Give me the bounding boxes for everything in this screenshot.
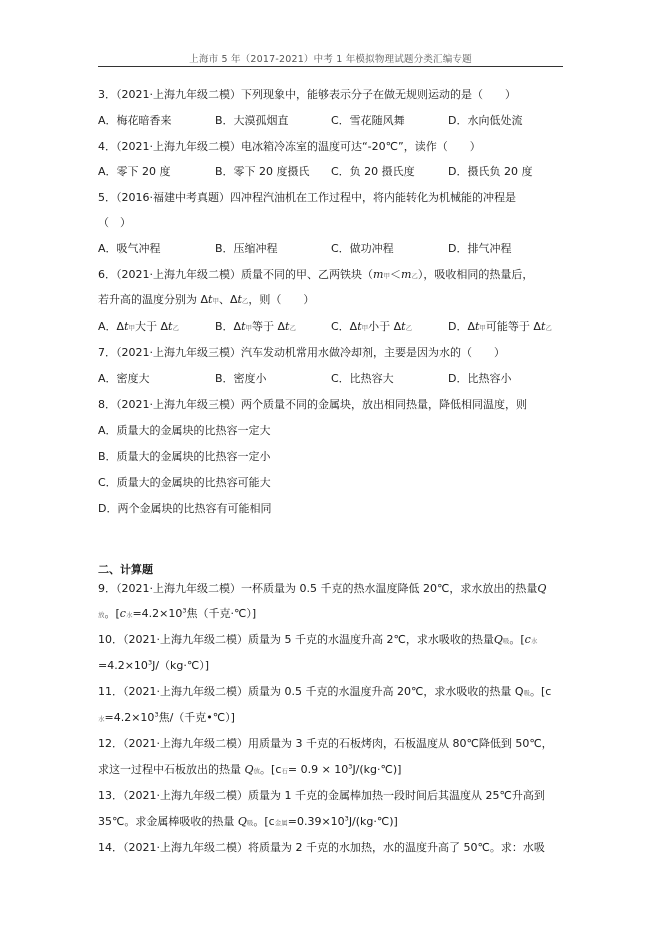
q6-a-sub-jia: 甲: [128, 324, 135, 332]
q5-stem: 5．（2016·福建中考真题）四冲程汽油机在工作过程中，将内能转化为机械能的冲程是: [98, 191, 516, 204]
q3-option-d: D．水向低处流: [448, 114, 523, 127]
q6-b-t2: t: [285, 320, 290, 333]
q7-stem: 7．（2021·上海九年级三模）汽车发动机常用水做冷却剂，主要是因为水的（ ）: [98, 346, 505, 359]
q6-b-sub-jia: 甲: [245, 324, 252, 332]
q14-line1: 14．（2021·上海九年级二模）将质量为 2 千克的水加热，水的温度升高了 50℃。求：水吸: [98, 841, 545, 854]
q13-unit: J/(kg·℃)]: [348, 815, 398, 828]
q6-line2-sub-yi: 乙: [241, 297, 249, 305]
q10-c-symbol: c: [524, 633, 531, 646]
q13-value: =0.39×10: [287, 815, 345, 828]
q6-line2-mid: 、Δ: [218, 293, 238, 306]
q6-c-mid: 小于 Δ: [368, 320, 402, 333]
q5-option-a: A．吸气冲程: [98, 242, 161, 255]
q8-option-d: D．两个金属块的比热容有可能相同: [98, 502, 272, 515]
q11-line2: [98, 711, 235, 726]
q11-sub-xi: 吸: [523, 689, 530, 697]
q9-sub-fang: 放: [98, 611, 105, 619]
q10-unit: J/（kg·℃）]: [152, 659, 210, 672]
q8-option-c: C．质量大的金属块的比热容可能大: [98, 476, 271, 489]
q8-option-b: B．质量大的金属块的比热容一定小: [98, 450, 271, 463]
q12-bracket: 。[c: [260, 763, 282, 776]
q11-value: =4.2×10: [104, 711, 155, 724]
q13-line1: 13．（2021·上海九年级二模）质量为 1 千克的金属棒加热一段时间后其温度从 25℃升高到: [98, 789, 545, 802]
q13-exponent: 3: [344, 814, 349, 823]
q5-option-d: D．排气冲程: [448, 242, 512, 255]
q6-stem-start: 6．（2021·上海九年级二模）质量不同的甲、乙两铁块（: [98, 268, 373, 281]
q4-option-b: B．零下 20 度摄氏: [215, 165, 310, 178]
q11-bracket: 。[c: [529, 685, 552, 698]
q10-Q-symbol: Q: [493, 633, 503, 646]
q12-sub-fang: 放: [253, 767, 261, 775]
q12-Q-symbol: Q: [244, 763, 254, 776]
q6-t-symbol: t: [208, 293, 213, 306]
q13-Q-symbol: Q: [237, 815, 247, 828]
q3-option-a: A．梅花暗香来: [98, 114, 172, 127]
q6-d-sub-yi: 乙: [545, 324, 552, 332]
q6-c-prefix: C．Δ: [331, 320, 358, 333]
q13-text: 35℃。求金属棒吸收的热量: [98, 815, 238, 828]
q6-m-symbol: m: [373, 268, 384, 281]
q6-d-prefix: D．Δ: [448, 320, 475, 333]
q6-c-sub-yi: 乙: [405, 324, 413, 332]
q10-line1: [98, 633, 537, 648]
q6-option-d: [448, 320, 552, 335]
q11-text: 11．（2021·上海九年级二模）质量为 0.5 千克的水温度升高 20℃，求水吸收的热量 Q: [98, 685, 524, 698]
q6-c-sub-jia: 甲: [361, 324, 369, 332]
q7-option-c: C．比热容大: [331, 372, 394, 385]
q9-bracket: 。[: [104, 607, 120, 620]
q6-b-prefix: B．Δ: [215, 320, 242, 333]
q10-line2: [98, 659, 209, 673]
header-rule: [98, 66, 563, 67]
q6-less-than: ＜: [389, 268, 401, 281]
q6-c-t2: t: [401, 320, 406, 333]
q6-stem: [98, 268, 533, 283]
q6-d-t: t: [475, 320, 480, 333]
q9-line1: [98, 582, 546, 596]
q9-text: 9．（2021·上海九年级二模）一杯质量为 0.5 千克的热水温度降低 20℃，求水放出的热量: [98, 582, 538, 595]
q5-option-c: C．做功冲程: [331, 242, 394, 255]
q6-line2-start: 若升高的温度分别为 Δ: [98, 293, 209, 306]
q6-option-a: [98, 320, 179, 335]
q7-option-d: D．比热容小: [448, 372, 512, 385]
q13-sub-jinshu: 金属: [274, 819, 288, 827]
q10-sub-shui: 水: [530, 637, 538, 645]
q8-option-a: A．质量大的金属块的比热容一定大: [98, 424, 271, 437]
q12-unit: J/(kg·℃)]: [352, 763, 402, 776]
q12-line1: 12．（2021·上海九年级二模）用质量为 3 千克的石板烤肉，石板温度从 80℃降低到 50℃，: [98, 737, 553, 750]
q13-sub-xi: 吸: [246, 819, 254, 827]
q12-value: = 0.9 × 10: [287, 763, 349, 776]
q7-option-b: B．密度小: [215, 372, 267, 385]
q8-stem: 8．（2021·上海九年级三模）两个质量不同的金属块，放出相同热量，降低相同温度，则: [98, 398, 527, 411]
q4-option-d: D．摄氏负 20 度: [448, 165, 533, 178]
q10-sub-xi: 吸: [502, 637, 510, 645]
q9-value: =4.2×10: [132, 607, 183, 620]
q10-text: 10．（2021·上海九年级二模）质量为 5 千克的水温度升高 2℃，求水吸收的热量: [98, 633, 494, 646]
q6-line2-sub-jia: 甲: [212, 297, 219, 305]
q11-line1: [98, 685, 551, 700]
q12-line2: [98, 763, 401, 778]
q6-sub-yi: 乙: [411, 272, 418, 280]
q6-d-sub-jia: 甲: [479, 324, 486, 332]
page-header: 上海市 5 年（2017-2021）中考 1 年模拟物理试题分类汇编专题: [189, 54, 472, 65]
q6-b-mid: 等于 Δ: [252, 320, 286, 333]
q6-m-symbol-2: m: [400, 268, 412, 281]
q6-stem-end: ），吸收相同的热量后，: [417, 268, 534, 281]
q7-option-a: A．密度大: [98, 372, 150, 385]
q3-option-c: C．雪花随风舞: [331, 114, 405, 127]
q6-a-t: t: [124, 320, 129, 333]
q10-exponent: 3: [147, 658, 153, 667]
q4-option-c: C．负 20 摄氏度: [331, 165, 415, 178]
q5-stem-blank: （ ）: [98, 216, 131, 229]
q6-sub-jia: 甲: [383, 272, 390, 280]
q13-bracket: 。[c: [253, 815, 275, 828]
q9-sub-shui: 水: [125, 611, 133, 619]
q11-unit: 焦/（千克•℃）]: [158, 711, 235, 724]
q12-exponent: 3: [348, 762, 353, 771]
q9-unit: 焦（千克·℃）]: [186, 607, 257, 620]
section-title-calculation: 二、计算题: [98, 563, 153, 576]
q6-stem-line2: [98, 293, 314, 308]
q9-c-symbol: c: [119, 607, 126, 620]
q6-a-prefix: A．Δ: [98, 320, 125, 333]
q3-option-b: B．大漠孤烟直: [215, 114, 289, 127]
q3-stem: 3．（2021·上海九年级二模）下列现象中，能够表示分子在做无规则运动的是（ ）: [98, 88, 516, 101]
q5-option-b: B．压缩冲程: [215, 242, 278, 255]
q6-option-c: [331, 320, 412, 335]
q6-a-sub-yi: 乙: [172, 324, 179, 332]
q6-a-t2: t: [168, 320, 173, 333]
q6-d-mid: 可能等于 Δ: [485, 320, 541, 333]
q6-line2-end: ，则（ ）: [248, 293, 315, 306]
q6-option-b: [215, 320, 296, 335]
q4-option-a: A．零下 20 度: [98, 165, 171, 178]
q9-exponent: 3: [182, 606, 187, 615]
q6-d-t2: t: [540, 320, 546, 333]
q10-bracket: 。[: [509, 633, 525, 646]
q9-Q-symbol: Q: [537, 582, 547, 595]
q6-t-symbol-2: t: [237, 293, 242, 306]
q12-sub-shi: 石: [281, 767, 288, 775]
q6-c-t: t: [357, 320, 362, 333]
q6-a-mid: 大于 Δ: [134, 320, 169, 333]
q6-b-t: t: [241, 320, 246, 333]
q11-sub-shui: 水: [98, 715, 105, 723]
q9-line2: [98, 607, 256, 622]
q10-value: =4.2×10: [98, 659, 148, 672]
q6-b-sub-yi: 乙: [289, 324, 296, 332]
q13-line2: [98, 815, 398, 830]
q4-stem: 4．（2021·上海九年级二模）电冰箱冷冻室的温度可达“-20℃”，读作（ ）: [98, 140, 481, 153]
q12-text: 求这一过程中石板放出的热量: [98, 763, 245, 776]
q11-exponent: 3: [154, 710, 159, 719]
